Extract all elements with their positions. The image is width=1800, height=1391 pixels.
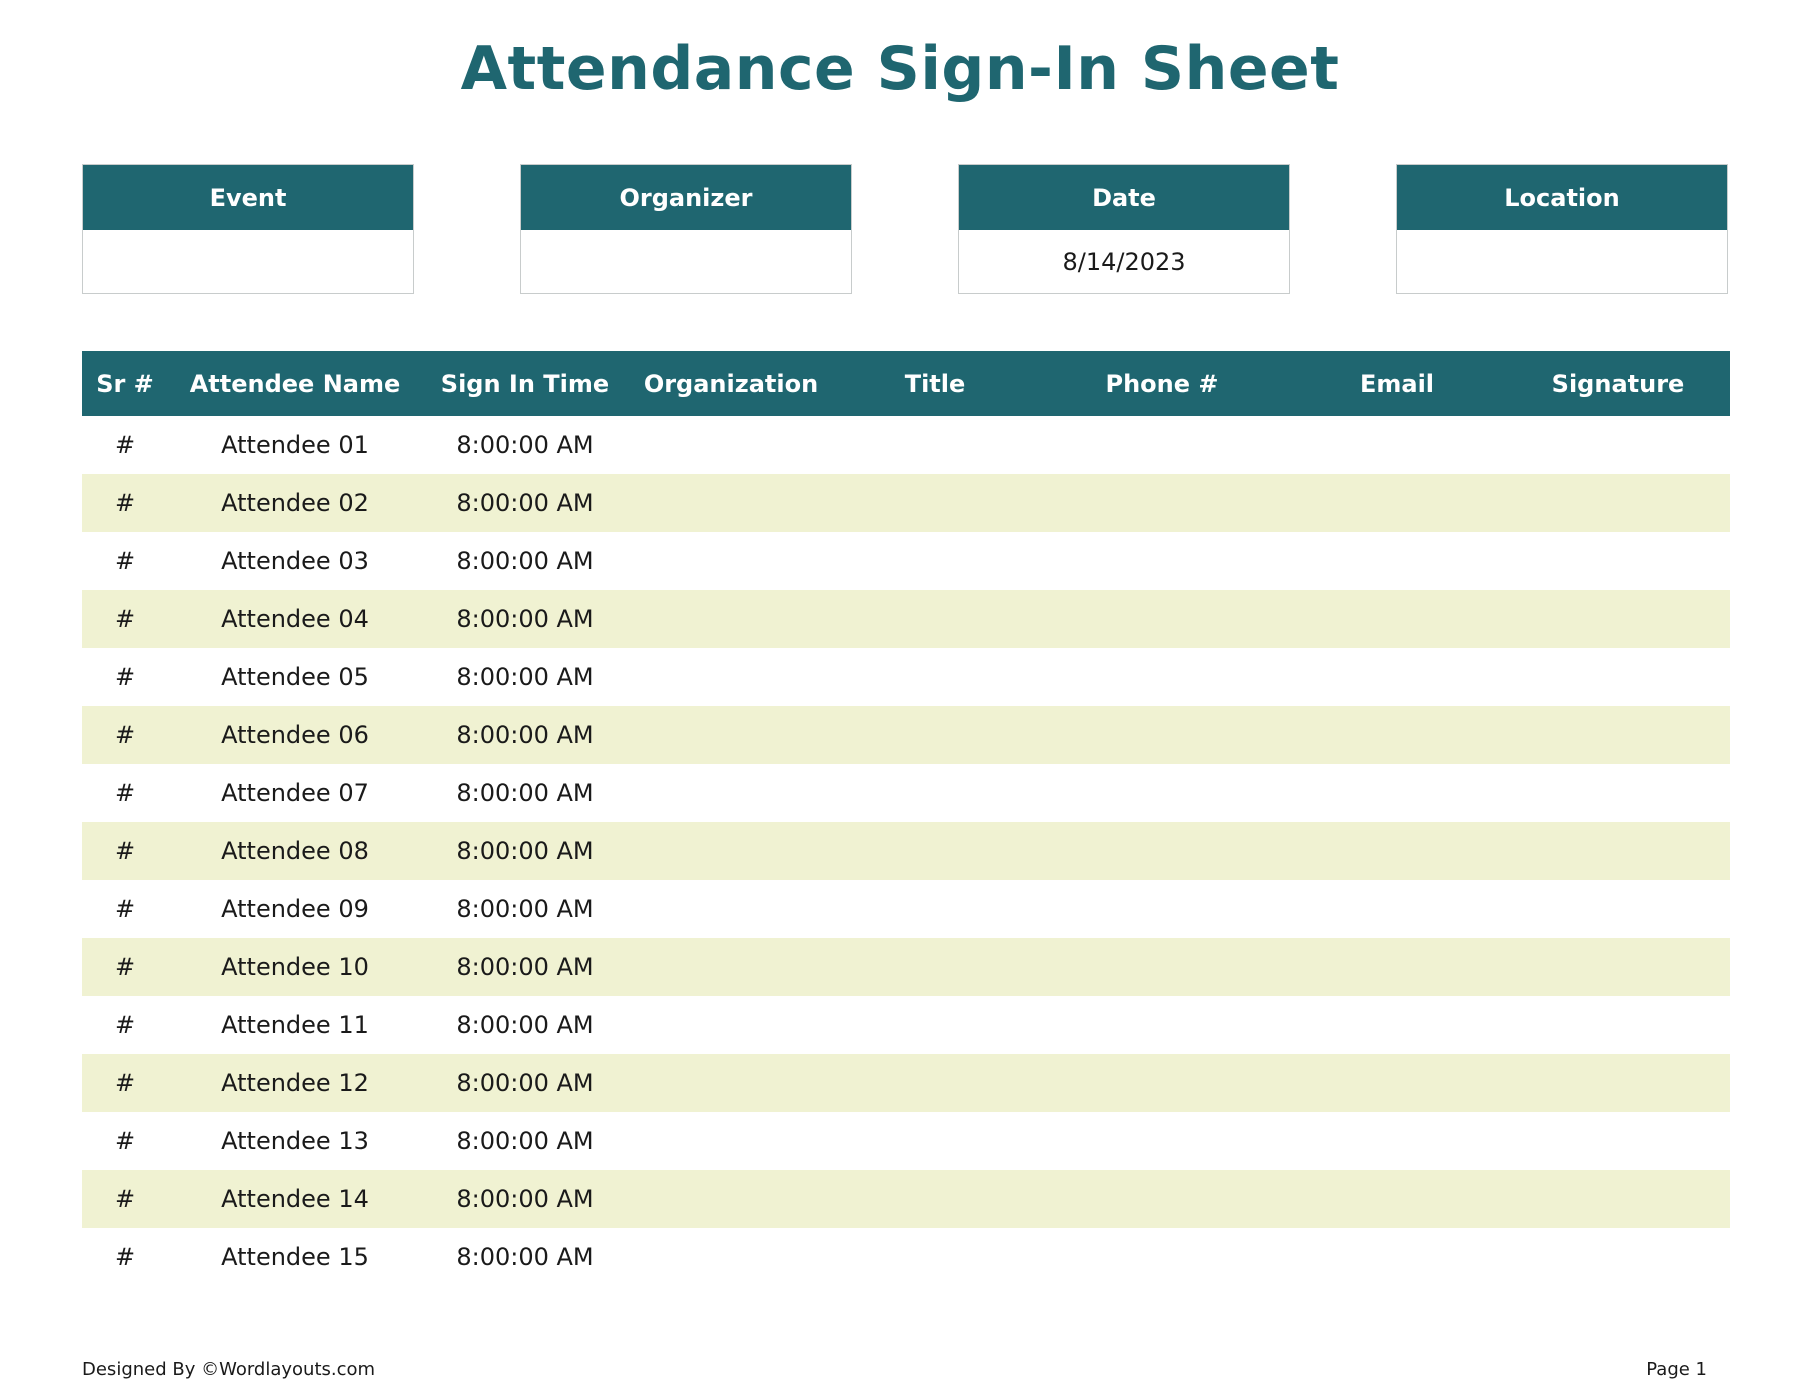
organization-cell[interactable]: [628, 532, 834, 590]
organization-cell[interactable]: [628, 1170, 834, 1228]
sr-cell: #: [114, 895, 136, 923]
title-cell[interactable]: [834, 996, 1036, 1054]
email-cell[interactable]: [1288, 1228, 1506, 1286]
sr-cell: #: [114, 547, 136, 575]
organization-cell[interactable]: [628, 764, 834, 822]
header-signature: Signature: [1551, 369, 1685, 398]
organization-cell[interactable]: [628, 1228, 834, 1286]
sr-cell: #: [114, 1243, 136, 1271]
table-row: [82, 474, 1730, 532]
title-cell[interactable]: [834, 822, 1036, 880]
organization-cell[interactable]: [628, 880, 834, 938]
title-cell[interactable]: [834, 1054, 1036, 1112]
phone-cell[interactable]: [1036, 996, 1288, 1054]
phone-cell[interactable]: [1036, 938, 1288, 996]
title-cell[interactable]: [834, 648, 1036, 706]
sr-cell: #: [114, 1011, 136, 1039]
signature-cell[interactable]: [1506, 706, 1730, 764]
attendee-name-cell: Attendee 04: [221, 605, 369, 633]
phone-cell[interactable]: [1036, 822, 1288, 880]
attendee-name-cell: Attendee 10: [221, 953, 369, 981]
organization-cell[interactable]: [628, 1054, 834, 1112]
table-row: [82, 1054, 1730, 1112]
sr-cell: #: [114, 1185, 136, 1213]
attendee-name-cell: Attendee 13: [221, 1127, 369, 1155]
sign-in-time-cell: 8:00:00 AM: [456, 721, 594, 749]
phone-cell[interactable]: [1036, 648, 1288, 706]
table-row: [82, 532, 1730, 590]
signature-cell[interactable]: [1506, 764, 1730, 822]
phone-cell[interactable]: [1036, 1054, 1288, 1112]
organizer-field[interactable]: [521, 230, 851, 294]
attendee-name-cell: Attendee 06: [221, 721, 369, 749]
table-body: [82, 416, 1730, 1286]
attendee-name-cell: Attendee 14: [221, 1185, 369, 1213]
header-email: Email: [1359, 369, 1435, 398]
sign-in-time-cell: 8:00:00 AM: [456, 431, 594, 459]
title-cell[interactable]: [834, 1112, 1036, 1170]
attendee-name-cell: Attendee 09: [221, 895, 369, 923]
email-cell[interactable]: [1288, 416, 1506, 474]
organization-cell[interactable]: [628, 1112, 834, 1170]
email-cell[interactable]: [1288, 706, 1506, 764]
phone-cell[interactable]: [1036, 880, 1288, 938]
signature-cell[interactable]: [1506, 938, 1730, 996]
organization-cell[interactable]: [628, 416, 834, 474]
signature-cell[interactable]: [1506, 532, 1730, 590]
sign-in-time-cell: 8:00:00 AM: [456, 953, 594, 981]
organization-cell[interactable]: [628, 590, 834, 648]
signature-cell[interactable]: [1506, 996, 1730, 1054]
table-row: [82, 996, 1730, 1054]
phone-cell[interactable]: [1036, 532, 1288, 590]
header-phone: Phone #: [1105, 369, 1219, 398]
header-sr: Sr #: [96, 369, 154, 398]
event-field[interactable]: [83, 230, 413, 294]
title-cell[interactable]: [834, 532, 1036, 590]
sign-in-time-cell: 8:00:00 AM: [456, 489, 594, 517]
title-cell[interactable]: [834, 880, 1036, 938]
attendee-name-cell: Attendee 01: [221, 431, 369, 459]
organization-cell[interactable]: [628, 474, 834, 532]
sign-in-time-cell: 8:00:00 AM: [456, 1185, 594, 1213]
organization-cell[interactable]: [628, 938, 834, 996]
signature-cell[interactable]: [1506, 590, 1730, 648]
signature-cell[interactable]: [1506, 1054, 1730, 1112]
email-cell[interactable]: [1288, 822, 1506, 880]
table-row: [82, 1112, 1730, 1170]
signature-cell[interactable]: [1506, 1170, 1730, 1228]
phone-cell[interactable]: [1036, 474, 1288, 532]
phone-cell[interactable]: [1036, 1228, 1288, 1286]
attendee-name-cell: Attendee 11: [221, 1011, 369, 1039]
attendee-name-cell: Attendee 08: [221, 837, 369, 865]
footer-credit: Designed By ©Wordlayouts.com: [82, 1359, 376, 1380]
table-row: [82, 938, 1730, 996]
title-cell[interactable]: [834, 590, 1036, 648]
organization-cell[interactable]: [628, 706, 834, 764]
sr-cell: #: [114, 779, 136, 807]
email-cell[interactable]: [1288, 1112, 1506, 1170]
phone-cell[interactable]: [1036, 1170, 1288, 1228]
email-cell[interactable]: [1288, 474, 1506, 532]
signature-cell[interactable]: [1506, 416, 1730, 474]
phone-cell[interactable]: [1036, 416, 1288, 474]
email-cell[interactable]: [1288, 996, 1506, 1054]
table-row: [82, 590, 1730, 648]
email-cell[interactable]: [1288, 590, 1506, 648]
signature-cell[interactable]: [1506, 822, 1730, 880]
organization-cell[interactable]: [628, 822, 834, 880]
email-cell[interactable]: [1288, 880, 1506, 938]
table-row: [82, 1170, 1730, 1228]
title-cell[interactable]: [834, 706, 1036, 764]
sign-in-time-cell: 8:00:00 AM: [456, 837, 594, 865]
organizer-box: [520, 164, 852, 294]
header-organization: Organization: [643, 369, 819, 398]
sr-cell: #: [114, 721, 136, 749]
table-row: [82, 1228, 1730, 1286]
sr-cell: #: [114, 431, 136, 459]
signature-cell[interactable]: [1506, 880, 1730, 938]
table-header: [82, 351, 1730, 416]
organization-cell[interactable]: [628, 648, 834, 706]
table-row: [82, 822, 1730, 880]
email-cell[interactable]: [1288, 938, 1506, 996]
organization-cell[interactable]: [628, 996, 834, 1054]
event-box: [82, 164, 414, 294]
attendee-name-cell: Attendee 05: [221, 663, 369, 691]
sr-cell: #: [114, 1127, 136, 1155]
header-attendee-name: Attendee Name: [189, 369, 401, 398]
sr-cell: #: [114, 953, 136, 981]
sign-in-time-cell: 8:00:00 AM: [456, 547, 594, 575]
sr-cell: #: [114, 837, 136, 865]
location-label: Location: [1397, 165, 1727, 230]
sign-in-time-cell: 8:00:00 AM: [456, 663, 594, 691]
title-cell[interactable]: [834, 416, 1036, 474]
email-cell[interactable]: [1288, 1054, 1506, 1112]
date-label: Date: [959, 165, 1289, 230]
email-cell[interactable]: [1288, 1170, 1506, 1228]
phone-cell[interactable]: [1036, 706, 1288, 764]
location-field[interactable]: [1397, 230, 1727, 294]
sr-cell: #: [114, 1069, 136, 1097]
location-box: [1396, 164, 1728, 294]
email-cell[interactable]: [1288, 648, 1506, 706]
header-sign-in-time: Sign In Time: [440, 369, 610, 398]
attendee-name-cell: Attendee 02: [221, 489, 369, 517]
signature-cell[interactable]: [1506, 648, 1730, 706]
attendee-name-cell: Attendee 07: [221, 779, 369, 807]
sign-in-time-cell: 8:00:00 AM: [456, 1127, 594, 1155]
table-row: [82, 880, 1730, 938]
phone-cell[interactable]: [1036, 764, 1288, 822]
sr-cell: #: [114, 663, 136, 691]
sr-cell: #: [114, 605, 136, 633]
table-row: [82, 648, 1730, 706]
phone-cell[interactable]: [1036, 590, 1288, 648]
email-cell[interactable]: [1288, 764, 1506, 822]
signature-cell[interactable]: [1506, 474, 1730, 532]
organizer-label: Organizer: [521, 165, 851, 230]
title-cell[interactable]: [834, 474, 1036, 532]
signature-cell[interactable]: [1506, 1228, 1730, 1286]
table-row: [82, 764, 1730, 822]
attendee-name-cell: Attendee 03: [221, 547, 369, 575]
attendee-name-cell: Attendee 12: [221, 1069, 369, 1097]
attendee-name-cell: Attendee 15: [221, 1243, 369, 1271]
title-cell[interactable]: [834, 1170, 1036, 1228]
date-field[interactable]: 8/14/2023: [1062, 248, 1186, 276]
header-title: Title: [904, 369, 966, 398]
title-cell[interactable]: [834, 938, 1036, 996]
sign-in-time-cell: 8:00:00 AM: [456, 895, 594, 923]
footer-page-number: Page 1: [1646, 1359, 1707, 1380]
attendance-table: [82, 351, 1730, 1286]
sign-in-time-cell: 8:00:00 AM: [456, 779, 594, 807]
signature-cell[interactable]: [1506, 1112, 1730, 1170]
title-cell[interactable]: [834, 1228, 1036, 1286]
sr-cell: #: [114, 489, 136, 517]
sign-in-time-cell: 8:00:00 AM: [456, 605, 594, 633]
page-title: Attendance Sign-In Sheet: [460, 34, 1340, 104]
event-label: Event: [83, 165, 413, 230]
table-row: [82, 706, 1730, 764]
table-row: [82, 416, 1730, 474]
sign-in-time-cell: 8:00:00 AM: [456, 1243, 594, 1271]
sign-in-time-cell: 8:00:00 AM: [456, 1069, 594, 1097]
phone-cell[interactable]: [1036, 1112, 1288, 1170]
sign-in-time-cell: 8:00:00 AM: [456, 1011, 594, 1039]
email-cell[interactable]: [1288, 532, 1506, 590]
date-box: [958, 164, 1290, 294]
title-cell[interactable]: [834, 764, 1036, 822]
